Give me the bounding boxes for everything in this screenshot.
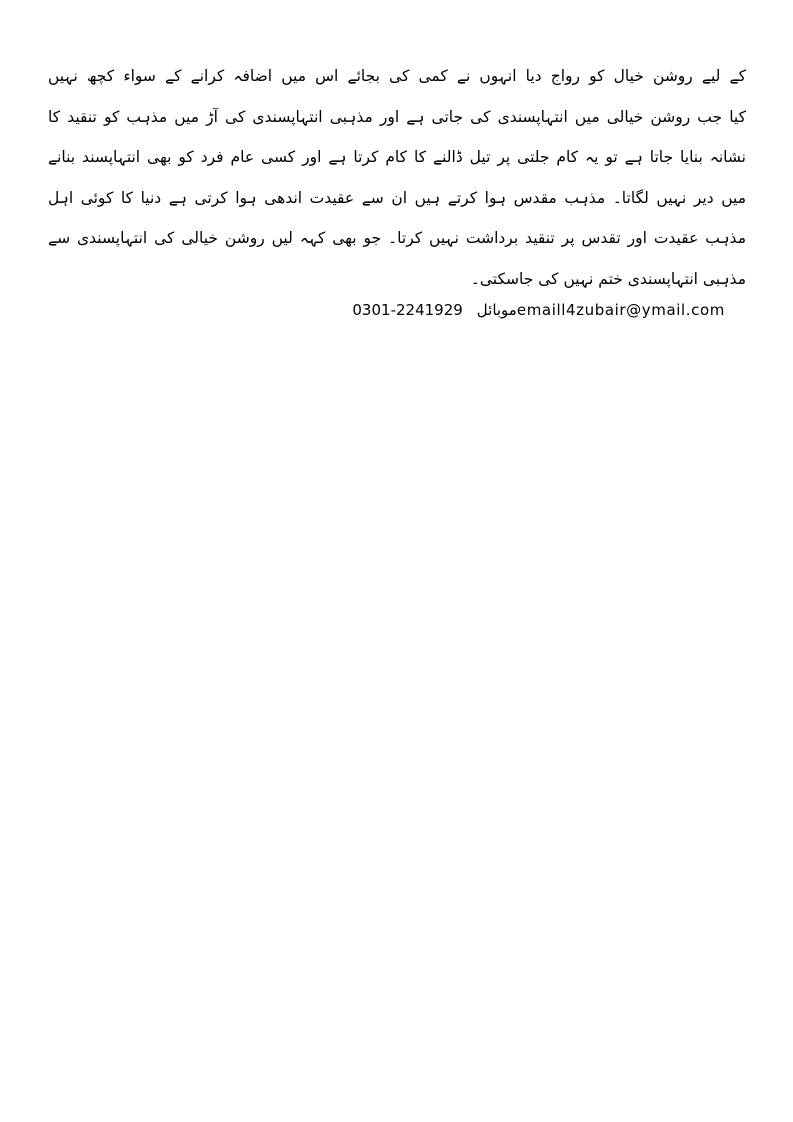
paragraph-line-2: کیا جب روشن خیالی میں انتہاپسندی کی جاتی ہے اور مذہبی انتہاپسندی کی آڑ میں مذہب کو تنقید کا (48, 107, 746, 126)
urdu-paragraph (48, 58, 746, 301)
contact-line (352, 298, 725, 322)
paragraph-line-5: مذہب عقیدت اور تقدس پر تنقید برداشت نہیں کرتا۔ جو بھی کہہ لیں روشن خیالی کی انتہاپسندی سے (48, 229, 746, 247)
mobile-label: موبائل (476, 301, 517, 319)
paragraph-line-6: مذہبی انتہاپسندی ختم نہیں کی جاسکتی۔ (470, 269, 746, 288)
phone-number: 0301-2241929 (352, 301, 463, 319)
paragraph-line-1: کے لیے روشن خیال کو رواج دیا انہوں نے کمی کی بجائے اس میں اضافہ کرانے کے سواء کچھ نہیں (48, 67, 746, 85)
paragraph-line-3: نشانہ بنایا جاتا ہے تو یہ کام جلتی پر تیل ڈالنے کا کام کرتا ہے اور کسی عام فرد کو بھی انتہاپسند بنانے (48, 148, 746, 166)
paragraph-line-4: میں دیر نہیں لگاتا۔ مذہب مقدس ہوا کرتے ہیں ان سے عقیدت اندھی ہوا کرتی ہے دنیا کا کوئی اہل (48, 188, 746, 207)
email-address: emaill4zubair@ymail.com (516, 301, 725, 319)
